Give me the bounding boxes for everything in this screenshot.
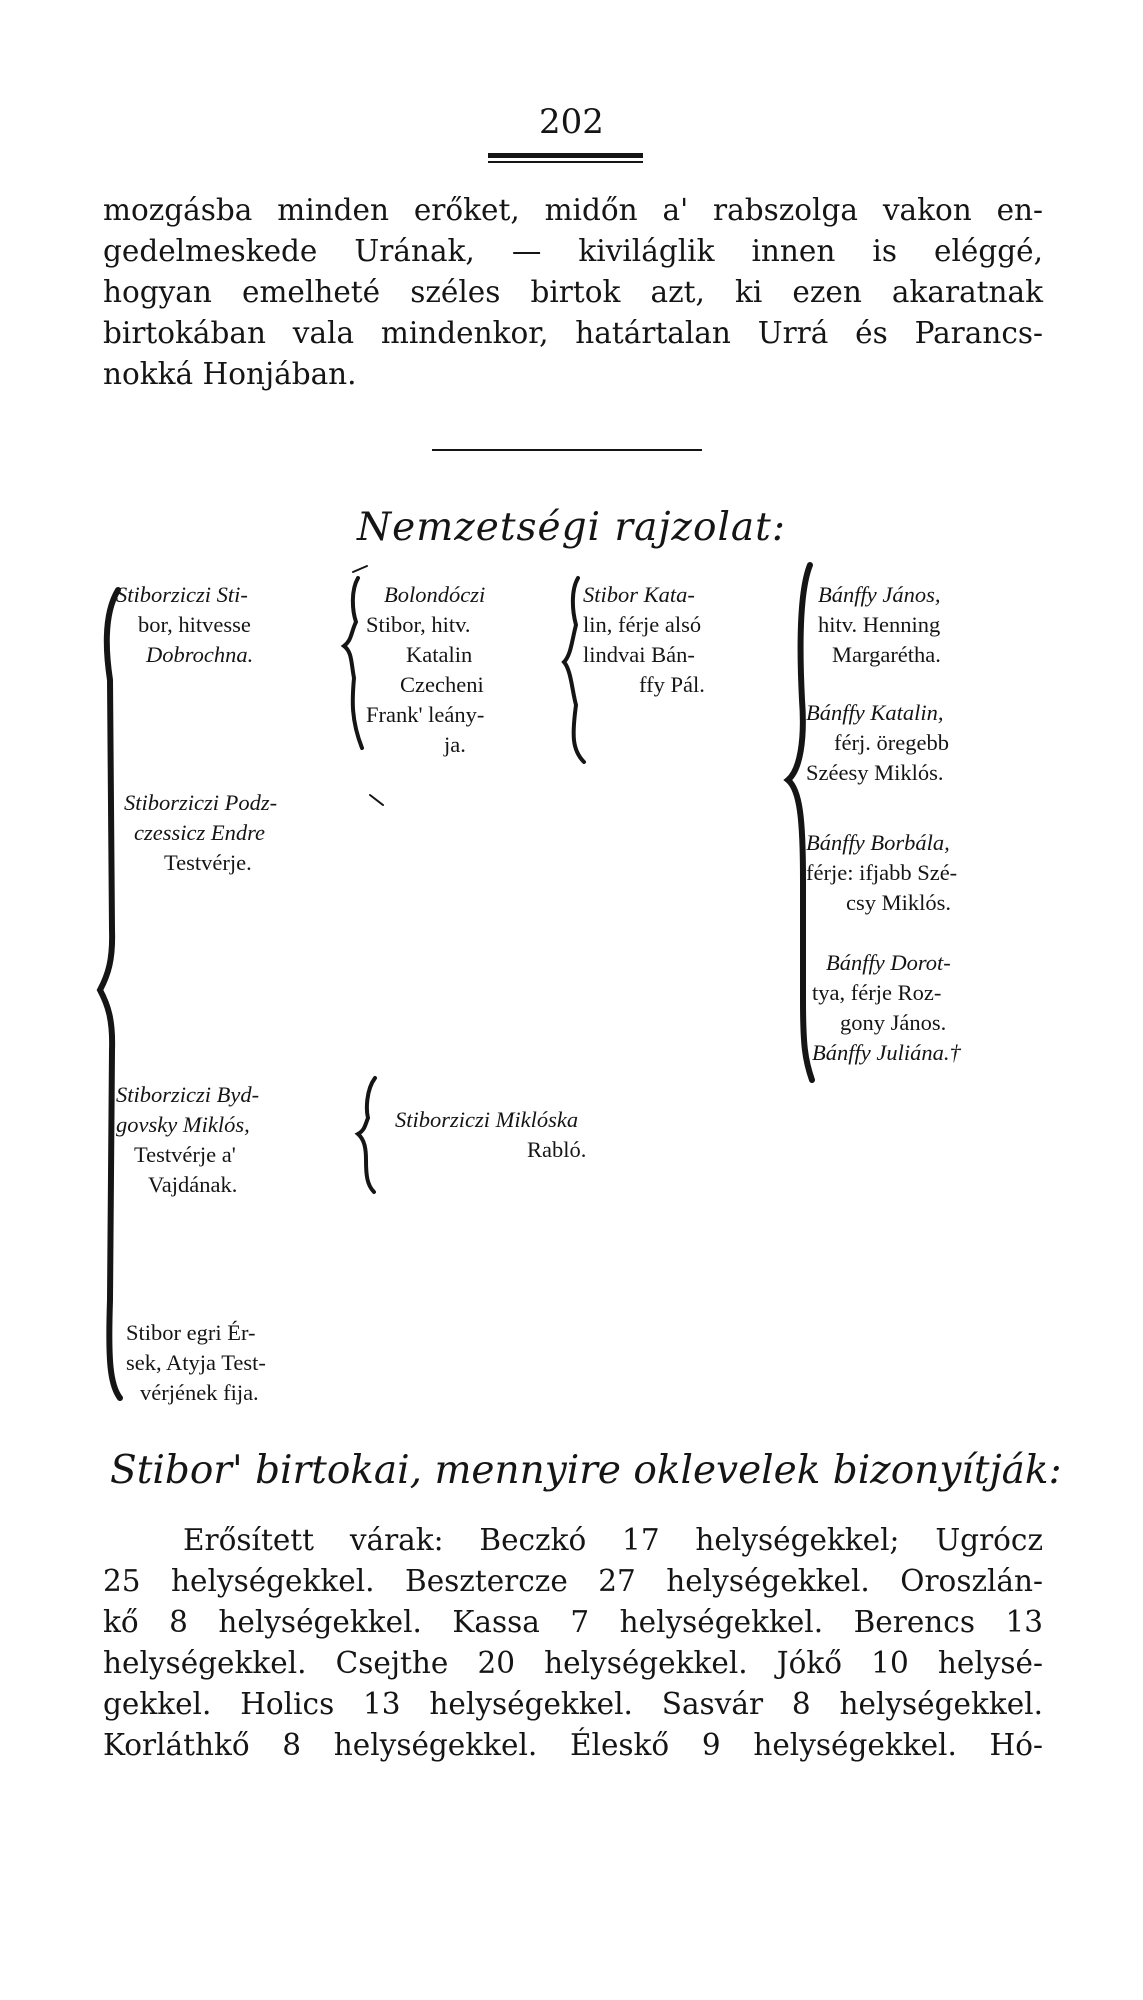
text-line: 25 helységekkel. Beszterczе 27 helységekkel. Oroszlán- [103,1564,1043,1598]
holdings-heading: Stibor' birtokai, mennyire oklevelek bizonyítják: [110,1448,1062,1493]
node-line: Stibor Kata- [583,582,695,607]
node-line: gony János. [840,1010,947,1035]
node-line: Dobrochna. [146,642,254,667]
node-line: Stiborziczi Byd- [116,1082,260,1107]
node-line: férje: ifjabb Szé- [806,860,958,885]
node-line: Czecheni [400,672,484,697]
node-line: ffy Pál. [639,672,705,697]
holdings-paragraph [103,1520,1043,1766]
node-line: Bánffy Dorot- [826,950,951,975]
node-banffy-borbala [806,828,957,918]
text-line: gedelmeskede Urának, — kiviláglik innen is eléggé, [103,234,1043,268]
brace-mikloska [358,1078,375,1192]
node-line: férj. öregebb [834,730,949,755]
node-line: Frank' leány- [366,702,485,727]
node-line: Bánffy Juliána.† [812,1040,961,1065]
text-line: mozgásba minden erőket, midőn a' rabszolga vakon en- [103,193,1043,227]
node-line: Stiborziczi Miklóska [395,1107,579,1132]
node-line: Stiborziczi Sti- [116,582,248,607]
node-line: Bánffy Borbála, [806,830,950,855]
text-line: kő 8 helységekkel. Kassa 7 helységekkel. Berencs 13 [103,1605,1043,1639]
left-brace-upper [100,590,120,1398]
tick-mark [370,795,383,805]
text-line: Erősített várak: Beczkó 17 helységekkel; Ugrócz [183,1523,1043,1557]
text-line: birtokában vala mindenkor, határtalan Urrá és Parancs- [103,316,1043,350]
brace-banffy [788,565,812,1080]
node-line: sek, Atyja Test- [126,1350,266,1375]
node-line: ja. [444,732,466,757]
node-line: lindvai Bán- [583,642,695,667]
node-line: hitv. Henning [818,612,941,637]
node-line: tya, férje Roz- [812,980,942,1005]
node-line: Testvérje a' [134,1142,236,1167]
node-line: Rabló. [527,1137,587,1162]
node-line: Bánffy Katalin, [806,700,944,725]
node-line: bor, hitvesse [138,612,251,637]
node-bydgovsky [116,1080,259,1200]
brace-katalin [564,578,584,762]
text-line: hogyan emelheté széles birtok azt, ki ezen akaratnak [103,275,1043,309]
node-line: Stibor, hitv. [366,612,471,637]
node-banffy-dorottya [812,948,961,1068]
node-egri-ersek [126,1318,266,1408]
node-line: Széesy Miklós. [806,760,944,785]
node-line: czessicz Endre [134,820,266,845]
tick-mark [353,566,367,572]
node-line: lin, férje alsó [583,612,702,637]
node-stibor-dobrochna [116,580,253,670]
node-line: Vajdának. [148,1172,238,1197]
node-line: Stibor egri Ér- [126,1320,256,1345]
node-line: Testvérje. [164,850,252,875]
node-line: Margarétha. [832,642,941,667]
node-line: csy Miklós. [846,890,952,915]
brace-bolondoczi [344,578,362,748]
text-line: helységekkel. Csejthe 20 helységekkel. Jókő 10 helysé- [103,1646,1043,1680]
node-line: Stiborziczi Podz- [124,790,278,815]
genealogy-heading: Nemzetségi rajzolat: [357,505,786,550]
node-line: vérjének fija. [140,1380,259,1405]
text-line: nokká Honjában. [103,357,357,391]
node-podzczessicz [124,788,277,878]
text-line: Korláthkő 8 helységekkel. Éleskő 9 helységekkel. Hó- [103,1728,1043,1762]
node-banffy-janos [818,580,941,670]
node-line: Bolondóczi [384,582,486,607]
page-number: 202 [539,102,604,142]
node-line: Katalin [406,642,473,667]
node-bolondoczi [366,580,485,760]
node-line: Bánffy János, [818,582,941,607]
node-banffy-katalin [806,698,949,788]
node-line: govsky Miklós, [116,1112,250,1137]
node-mikloska [395,1105,586,1165]
node-stibor-katalin [583,580,705,700]
text-line: gekkel. Holics 13 helységekkel. Sasvár 8 helységekkel. [103,1687,1043,1721]
